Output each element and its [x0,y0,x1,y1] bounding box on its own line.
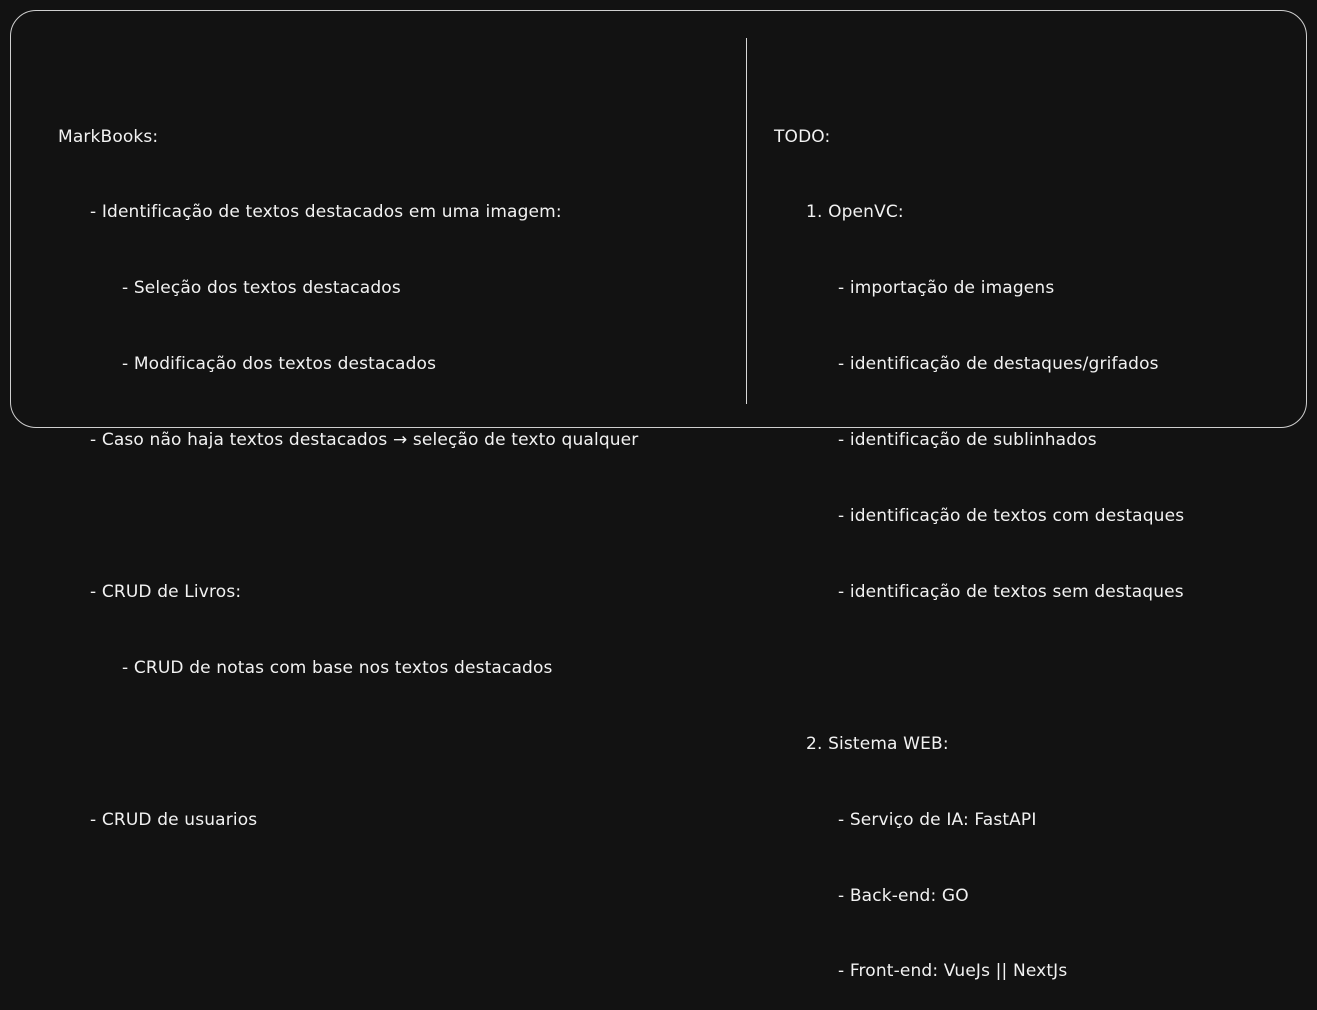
todo-item: - identificação de sublinhados [838,430,1097,451]
spacer [58,504,638,529]
feature-modify-highlights: - Modificação dos textos destacados [122,354,437,375]
todo-item: - importação de imagens [838,278,1055,299]
feature-highlight-detection: - Identificação de textos destacados em uma imagem: [90,202,562,223]
spacer [58,732,638,757]
feature-crud-users: - CRUD de usuarios [90,809,258,830]
spacer [774,656,1184,681]
feature-crud-notes: - CRUD de notas com base nos textos destacados [122,657,553,678]
todo-item: - Front-end: VueJs || NextJs [838,961,1068,982]
todo-title: TODO: [774,126,831,147]
feature-crud-books: - CRUD de Livros: [90,581,242,602]
todo-section-web: 2. Sistema WEB: [806,733,949,754]
todo-item: - identificação de textos sem destaques [838,581,1184,602]
feature-select-highlights: - Seleção dos textos destacados [122,278,401,299]
todo-item: - Back-end: GO [838,885,969,906]
todo-item: - Serviço de IA: FastAPI [838,809,1037,830]
todo-item: - identificação de destaques/grifados [838,354,1159,375]
todo-notes [774,74,1184,1010]
todo-item: - identificação de textos com destaques [838,506,1185,527]
markbooks-title: MarkBooks: [58,126,159,147]
column-divider [746,38,747,404]
todo-section-openvc: 1. OpenVC: [806,202,904,223]
markbooks-notes [58,74,638,858]
feature-fallback-selection: - Caso não haja textos destacados → seleção de texto qualquer [90,430,639,451]
